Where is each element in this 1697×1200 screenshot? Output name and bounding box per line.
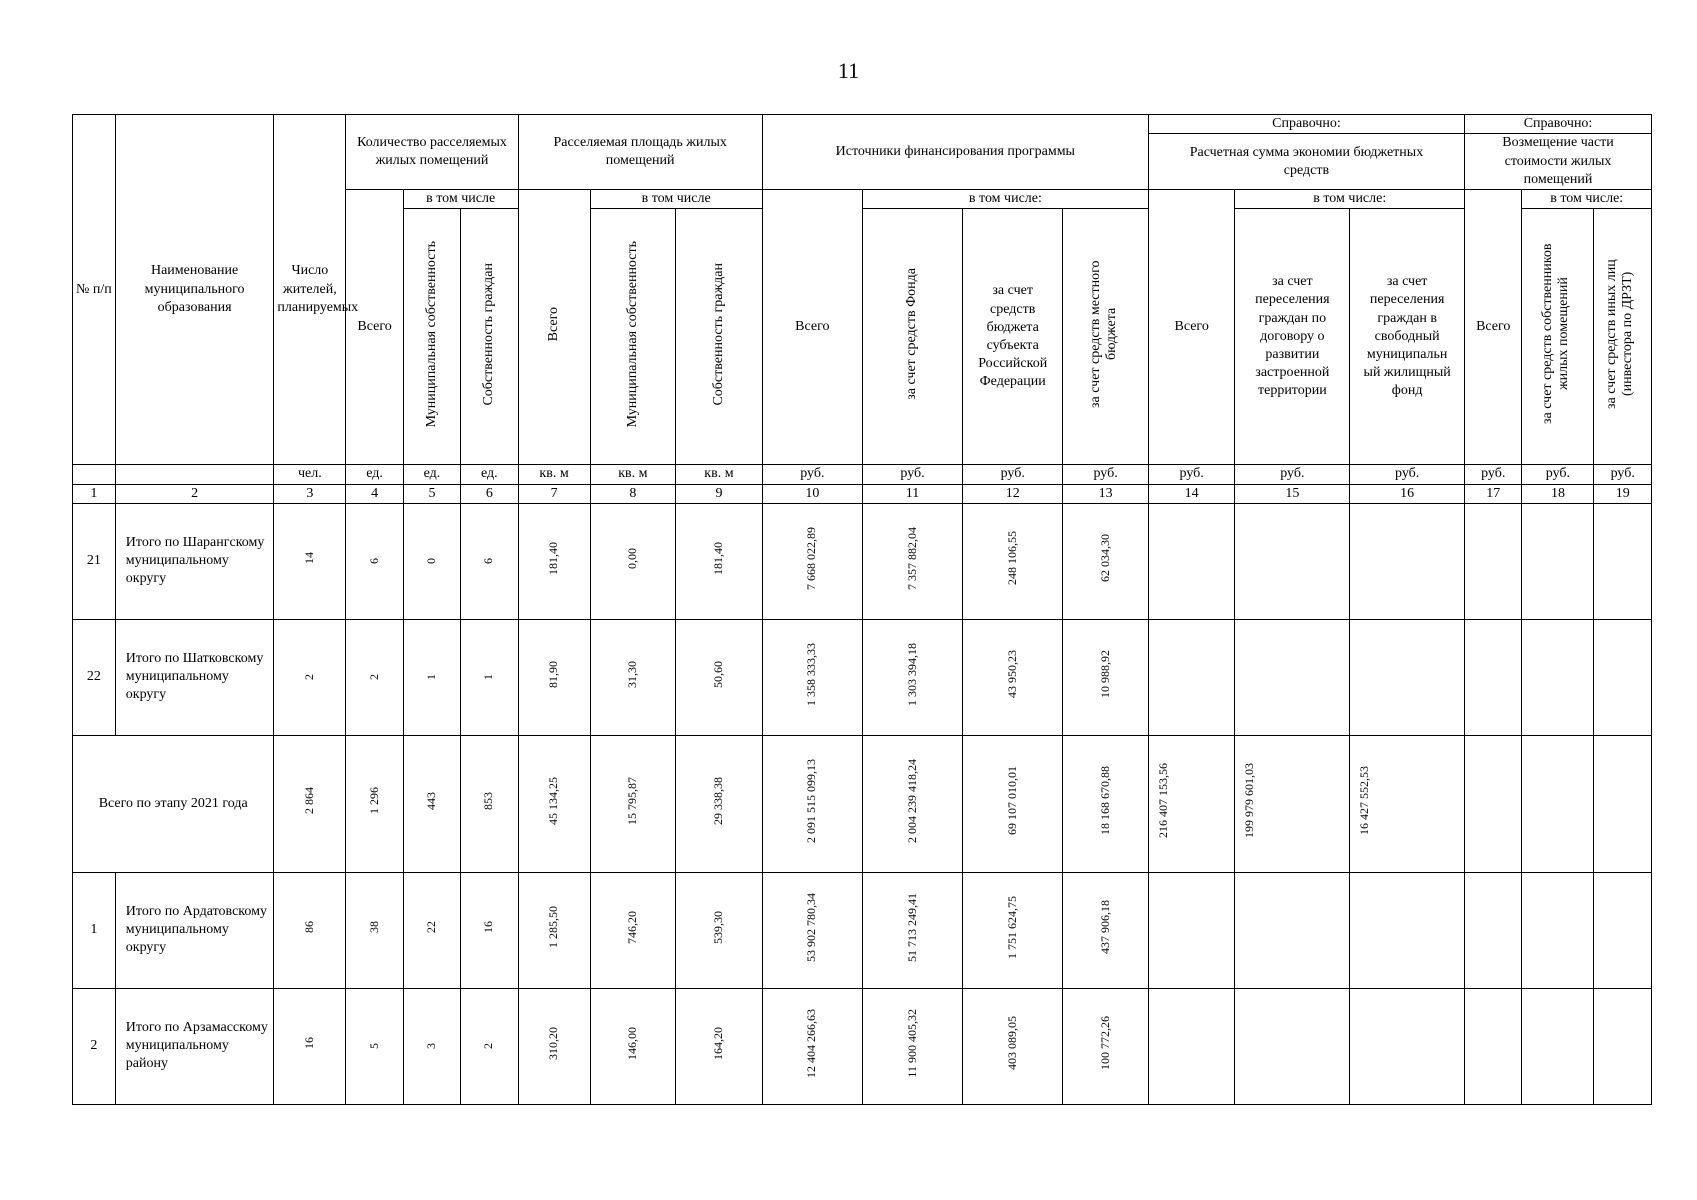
- data-cell: [518, 872, 590, 988]
- data-value: 248 106,55: [1004, 531, 1019, 586]
- data-value: 216 407 153,56: [1155, 763, 1170, 839]
- data-cell: [762, 872, 862, 988]
- data-cell: [862, 735, 962, 872]
- header-comp-incl: в том числе:: [1522, 190, 1652, 209]
- header-local-budget-label: за счет средств местного бюджета: [1087, 260, 1119, 408]
- row-number: 1: [73, 872, 116, 988]
- data-cell: [1522, 619, 1594, 735]
- data-value: 12 404 266,63: [804, 1008, 819, 1078]
- data-value: 6: [366, 558, 381, 565]
- data-cell: [963, 872, 1063, 988]
- header-by-contract: за счет переселения граждан по договору о развитии застроенной территории: [1235, 209, 1350, 465]
- data-cell: [762, 619, 862, 735]
- data-cell: [403, 503, 460, 619]
- data-cell: [1350, 619, 1465, 735]
- table-row: [73, 988, 1652, 1104]
- data-value: 1 296: [366, 787, 381, 815]
- header-funding-incl: в том числе:: [862, 190, 1148, 209]
- data-value: 16: [481, 921, 496, 934]
- row-name: Итого по Арзамасскому муниципальному району: [115, 988, 274, 1104]
- data-cell: [676, 735, 763, 872]
- data-cell: [518, 503, 590, 619]
- header-owners: [1522, 209, 1594, 465]
- data-cell: [963, 988, 1063, 1104]
- data-value: 1: [424, 674, 439, 681]
- data-cell: [590, 735, 676, 872]
- unit-cell: ед.: [346, 465, 403, 484]
- header-area-group: Расселяемая площадь жилых помещений: [518, 115, 762, 190]
- data-value: 11 900 405,32: [904, 1008, 919, 1078]
- data-cell: [1350, 735, 1465, 872]
- header-free-fund: за счет переселения граждан в свободный муниципальный жилищный фонд: [1350, 209, 1465, 465]
- data-value: 81,90: [546, 660, 561, 688]
- data-cell: [346, 988, 403, 1104]
- unit-cell: кв. м: [590, 465, 676, 484]
- index-cell: 3: [274, 484, 346, 503]
- index-cell: 19: [1594, 484, 1652, 503]
- data-cell: [274, 988, 346, 1104]
- header-funding-total: Всего: [762, 190, 862, 465]
- data-cell: [1148, 619, 1235, 735]
- data-value: 2 091 515 099,13: [804, 758, 819, 843]
- data-cell: [1465, 735, 1522, 872]
- unit-cell: руб.: [1465, 465, 1522, 484]
- data-cell: [963, 503, 1063, 619]
- row-name: Итого по Шатковскому муниципальному округу: [115, 619, 274, 735]
- data-cell: [1522, 988, 1594, 1104]
- data-cell: [862, 503, 962, 619]
- unit-cell: руб.: [1063, 465, 1149, 484]
- data-value: 31,30: [624, 660, 639, 688]
- data-cell: [676, 503, 763, 619]
- data-cell: [274, 872, 346, 988]
- row-number: 22: [73, 619, 116, 735]
- data-cell: [1465, 872, 1522, 988]
- unit-cell: ед.: [461, 465, 518, 484]
- data-cell: [1063, 619, 1149, 735]
- data-value: 746,20: [624, 910, 639, 944]
- header-units-municipal: [403, 209, 460, 465]
- data-value: 7 357 882,04: [904, 526, 919, 590]
- data-cell: [403, 988, 460, 1104]
- index-cell: 17: [1465, 484, 1522, 503]
- header-savings-total: Всего: [1148, 190, 1235, 465]
- data-cell: [461, 503, 518, 619]
- data-cell: [1465, 619, 1522, 735]
- page-number: 11: [837, 58, 860, 83]
- data-value: 199 979 601,03: [1242, 763, 1257, 839]
- units-empty-2: [115, 465, 274, 484]
- header-area-incl: в том числе: [590, 190, 762, 209]
- unit-cell: руб.: [1350, 465, 1465, 484]
- data-value: 16: [301, 1037, 316, 1050]
- data-value: 181,40: [711, 541, 726, 575]
- data-cell: [963, 735, 1063, 872]
- unit-cell: чел.: [274, 465, 346, 484]
- data-value: 5: [366, 1043, 381, 1050]
- data-cell: [1522, 735, 1594, 872]
- header-fund-label: за счет средств Фонда: [904, 267, 920, 400]
- unit-cell: руб.: [1594, 465, 1652, 484]
- row-number: 2: [73, 988, 116, 1104]
- data-value: 10 988,92: [1097, 650, 1112, 699]
- header-units-citizens: [461, 209, 518, 465]
- header-area-citizens: [676, 209, 763, 465]
- data-cell: [676, 872, 763, 988]
- data-cell: [1063, 735, 1149, 872]
- header-residents: Число жителей, планируемых: [274, 115, 346, 465]
- data-value: 0: [424, 558, 439, 565]
- data-cell: [274, 735, 346, 872]
- data-value: 443: [424, 791, 439, 810]
- data-value: 2 864: [301, 787, 316, 815]
- data-cell: [274, 619, 346, 735]
- data-cell: [1148, 503, 1235, 619]
- index-cell: 11: [862, 484, 962, 503]
- unit-cell: руб.: [1522, 465, 1594, 484]
- header-others: [1594, 209, 1652, 465]
- data-cell: [346, 872, 403, 988]
- data-cell: [1465, 503, 1522, 619]
- data-cell: [762, 503, 862, 619]
- data-cell: [1350, 988, 1465, 1104]
- header-others-label: за счет средств иных лиц (инвестора по ДРЗТ): [1603, 258, 1635, 409]
- index-cell: 4: [346, 484, 403, 503]
- header-units-citizens-label: Собственность граждан: [481, 262, 497, 406]
- data-cell: [676, 619, 763, 735]
- header-local-budget: [1063, 209, 1149, 465]
- data-cell: [590, 619, 676, 735]
- header-area-total: [518, 190, 590, 465]
- data-cell: [403, 872, 460, 988]
- index-row: [73, 484, 1652, 503]
- data-cell: [1350, 503, 1465, 619]
- data-value: 853: [481, 791, 496, 810]
- data-value: 15 795,87: [624, 776, 639, 825]
- data-cell: [346, 735, 403, 872]
- data-cell: [1235, 503, 1350, 619]
- header-comp-total: Всего: [1465, 190, 1522, 465]
- unit-cell: руб.: [862, 465, 962, 484]
- data-cell: [1465, 988, 1522, 1104]
- data-value: 2 004 239 418,24: [904, 758, 919, 843]
- data-cell: [1063, 988, 1149, 1104]
- header-savings-incl: в том числе:: [1235, 190, 1465, 209]
- data-cell: [346, 503, 403, 619]
- unit-cell: ед.: [403, 465, 460, 484]
- unit-cell: кв. м: [676, 465, 763, 484]
- header-subject-budget: за счет средств бюджета субъекта Российской Федерации: [963, 209, 1063, 465]
- data-cell: [1594, 872, 1652, 988]
- data-cell: [1235, 988, 1350, 1104]
- data-cell: [676, 988, 763, 1104]
- data-cell: [1594, 988, 1652, 1104]
- data-value: 181,40: [546, 541, 561, 575]
- table-row: [73, 503, 1652, 619]
- data-cell: [403, 735, 460, 872]
- data-value: 539,30: [711, 910, 726, 944]
- data-value: 43 950,23: [1004, 650, 1019, 699]
- header-units-municipal-label: Муниципальная собственность: [423, 240, 439, 427]
- data-value: 29 338,38: [711, 776, 726, 825]
- data-cell: [1522, 503, 1594, 619]
- header-fund: [862, 209, 962, 465]
- data-cell: [518, 619, 590, 735]
- data-cell: [461, 872, 518, 988]
- data-cell: [518, 988, 590, 1104]
- unit-cell: руб.: [963, 465, 1063, 484]
- index-cell: 7: [518, 484, 590, 503]
- index-cell: 2: [115, 484, 274, 503]
- data-value: 437 906,18: [1097, 900, 1112, 955]
- data-cell: [1350, 872, 1465, 988]
- data-value: 1 751 624,75: [1004, 895, 1019, 959]
- index-cell: 6: [461, 484, 518, 503]
- data-cell: [1063, 503, 1149, 619]
- data-cell: [1594, 735, 1652, 872]
- data-cell: [461, 735, 518, 872]
- data-value: 18 168 670,88: [1097, 766, 1112, 836]
- data-cell: [346, 619, 403, 735]
- row-name: Итого по Шарангскому муниципальному округу: [115, 503, 274, 619]
- data-cell: [274, 503, 346, 619]
- data-cell: [590, 988, 676, 1104]
- data-value: 51 713 249,41: [904, 892, 919, 962]
- index-cell: 10: [762, 484, 862, 503]
- data-cell: [1063, 872, 1149, 988]
- data-cell: [963, 619, 1063, 735]
- data-value: 22: [424, 921, 439, 934]
- data-cell: [862, 619, 962, 735]
- data-value: 1 358 333,33: [804, 642, 819, 706]
- data-cell: [762, 988, 862, 1104]
- data-value: 62 034,30: [1097, 534, 1112, 583]
- data-cell: [1522, 872, 1594, 988]
- table-row-stage-total: [73, 735, 1652, 872]
- header-num: № п/п: [73, 115, 116, 465]
- unit-cell: руб.: [1148, 465, 1235, 484]
- data-value: 2: [366, 674, 381, 681]
- header-funding-group: Источники финансирования программы: [762, 115, 1148, 190]
- index-cell: 5: [403, 484, 460, 503]
- data-value: 50,60: [711, 660, 726, 688]
- data-value: 38: [366, 921, 381, 934]
- data-cell: [1148, 988, 1235, 1104]
- data-value: 0,00: [624, 547, 639, 569]
- data-cell: [1235, 619, 1350, 735]
- data-value: 2: [481, 1043, 496, 1050]
- data-cell: [590, 503, 676, 619]
- data-cell: [518, 735, 590, 872]
- data-value: 69 107 010,01: [1004, 766, 1019, 836]
- resettlement-table: [72, 114, 1652, 1105]
- stage-total-label: Всего по этапу 2021 года: [73, 735, 274, 872]
- data-cell: [862, 872, 962, 988]
- units-empty-1: [73, 465, 116, 484]
- data-value: 6: [481, 558, 496, 565]
- data-value: 16 427 552,53: [1357, 766, 1372, 836]
- header-area-municipal-label: Муниципальная собственность: [624, 240, 640, 427]
- index-cell: 15: [1235, 484, 1350, 503]
- data-cell: [1148, 872, 1235, 988]
- unit-cell: кв. м: [518, 465, 590, 484]
- data-value: 7 668 022,89: [804, 526, 819, 590]
- data-cell: [762, 735, 862, 872]
- units-row: [73, 465, 1652, 484]
- header-ref-2: Справочно:: [1465, 115, 1652, 134]
- index-cell: 13: [1063, 484, 1149, 503]
- header-owners-label: за счет средств собственников жилых помещений: [1539, 243, 1572, 425]
- data-cell: [590, 872, 676, 988]
- table-row: [73, 619, 1652, 735]
- data-value: 100 772,26: [1097, 1016, 1112, 1071]
- data-cell: [403, 619, 460, 735]
- index-cell: 14: [1148, 484, 1235, 503]
- header-units-count-group: Количество расселяемых жилых помещений: [346, 115, 518, 190]
- data-value: 86: [301, 921, 316, 934]
- data-cell: [1148, 735, 1235, 872]
- header-ref-1: Справочно:: [1148, 115, 1464, 134]
- header-units-total: Всего: [346, 190, 403, 465]
- index-cell: 1: [73, 484, 116, 503]
- index-cell: 12: [963, 484, 1063, 503]
- data-value: 14: [301, 552, 316, 565]
- header-compensation-group: Возмещение части стоимости жилых помещений: [1465, 134, 1652, 190]
- header-savings-group: Расчетная сумма экономии бюджетных средств: [1148, 134, 1464, 190]
- data-cell: [461, 619, 518, 735]
- header-area-municipal: [590, 209, 676, 465]
- index-cell: 9: [676, 484, 763, 503]
- data-value: 1 303 394,18: [904, 642, 919, 706]
- header-units-incl: в том числе: [403, 190, 518, 209]
- header-area-total-label: Всего: [546, 307, 562, 342]
- data-value: 45 134,25: [546, 776, 561, 825]
- data-value: 1 285,50: [546, 906, 561, 949]
- data-value: 1: [481, 674, 496, 681]
- unit-cell: руб.: [1235, 465, 1350, 484]
- data-value: 2: [301, 674, 316, 681]
- index-cell: 18: [1522, 484, 1594, 503]
- data-cell: [1594, 503, 1652, 619]
- row-number: 21: [73, 503, 116, 619]
- data-value: 164,20: [711, 1026, 726, 1060]
- index-cell: 8: [590, 484, 676, 503]
- row-name: Итого по Ардатовскому муниципальному округу: [115, 872, 274, 988]
- table-row: [73, 872, 1652, 988]
- data-cell: [1594, 619, 1652, 735]
- data-value: 3: [424, 1043, 439, 1050]
- data-value: 403 089,05: [1004, 1016, 1019, 1071]
- data-value: 310,20: [546, 1026, 561, 1060]
- unit-cell: руб.: [762, 465, 862, 484]
- header-name: Наименование муниципального образования: [115, 115, 274, 465]
- data-cell: [461, 988, 518, 1104]
- data-value: 146,00: [624, 1026, 639, 1060]
- header-area-citizens-label: Собственность граждан: [710, 262, 726, 406]
- data-value: 53 902 780,34: [804, 892, 819, 962]
- index-cell: 16: [1350, 484, 1465, 503]
- data-cell: [1235, 735, 1350, 872]
- data-cell: [862, 988, 962, 1104]
- data-cell: [1235, 872, 1350, 988]
